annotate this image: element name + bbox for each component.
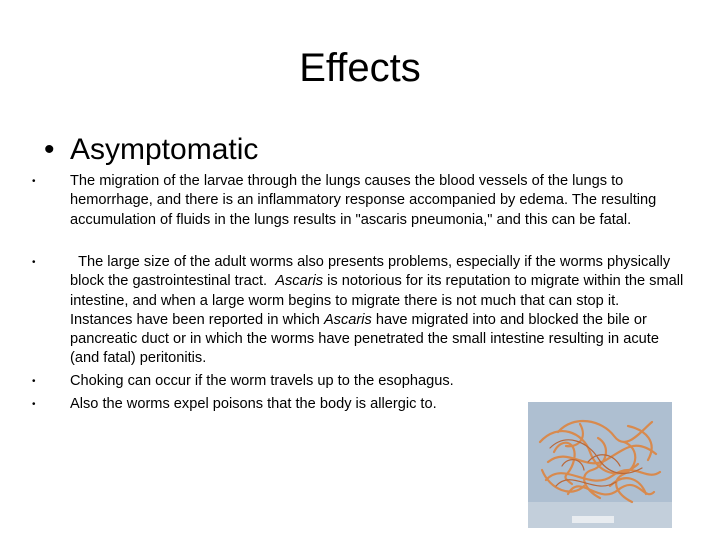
main-bullet (44, 132, 258, 168)
ascaris-worms-photo (528, 402, 672, 528)
main-bullet-dot: • (44, 133, 55, 166)
sub-bullet-text-lung-migration: The migration of the larvae through the lungs causes the blood vessels of the lungs to hemorrhage, and there is an inflammatory response accompanied by edema. The resulting accumulation of fluids in the lungs results in "ascaris pneumonia," and this can be fatal. (70, 173, 657, 228)
sub-bullet-text-choking: Choking can occur if the worm travels up to the esophagus. (70, 373, 454, 389)
worms-illustration (528, 402, 672, 528)
sub-bullet-dot: • (32, 176, 36, 187)
sub-bullet-dot: • (32, 376, 36, 387)
sub-bullet-text-adult-worms: The large size of the adult worms also presents problems, especially if the worms physically block the gastrointestinal tract. Ascaris is notorious for its reputation to migrate within the small intestine, and when a large worm begins to migrate there is not much that can stop it. Instances have been reported in which Ascaris have migrated into and blocked the bile or pancreatic duct or in which the worms have penetrated the small intestine resulting in acute (and fatal) peritonitis. (70, 254, 688, 367)
sub-bullet-dot: • (32, 399, 36, 410)
slide-title: Effects (299, 46, 421, 90)
sub-bullet-text-poisons: Also the worms expel poisons that the body is allergic to. (70, 396, 437, 412)
sub-bullet-dot: • (32, 257, 36, 268)
main-bullet-text: Asymptomatic (70, 133, 259, 166)
